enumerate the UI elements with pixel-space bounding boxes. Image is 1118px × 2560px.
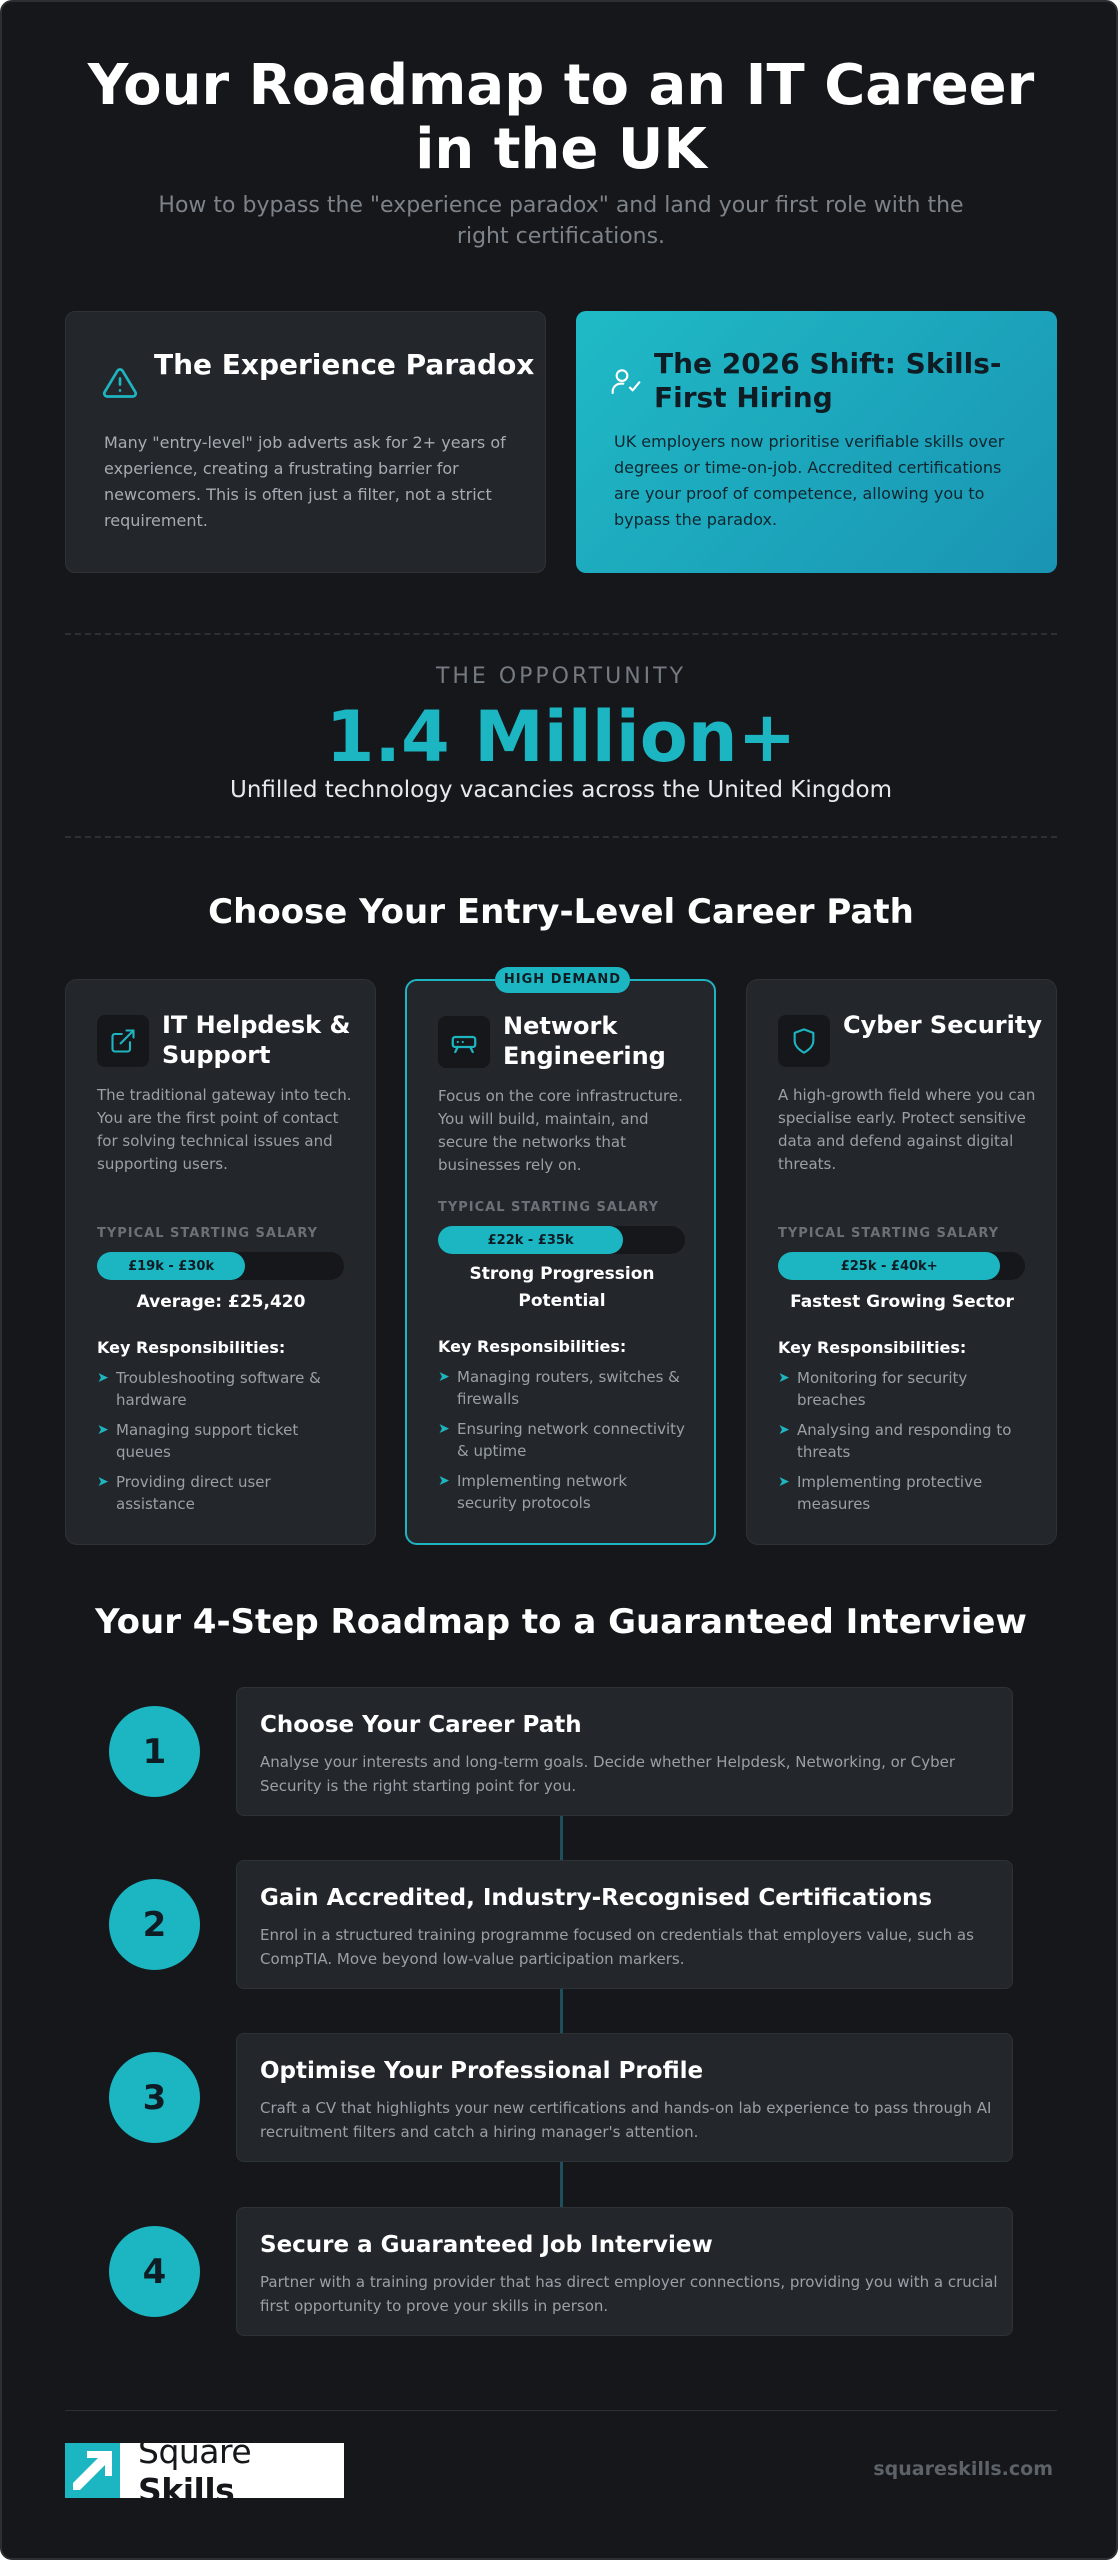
step-card [236,1860,1013,1989]
warning-triangle-icon [102,365,138,401]
path-title: Cyber Security [843,1011,1042,1039]
card-title: The Experience Paradox [154,348,535,381]
path-description: The traditional gateway into tech. You are the first point of contact for solving technical issues and supporting users. [97,1086,352,1173]
roadmap-connector [560,1814,563,1862]
opportunity-description: Unfilled technology vacancies across the United Kingdom [230,777,892,803]
site-link[interactable]: squareskills.com [873,2458,1053,2480]
arrow-icon: ➤ [97,1422,109,1438]
list-item-text: Providing direct user assistance [116,1473,271,1513]
step-card [236,2033,1013,2162]
salary-label: TYPICAL STARTING SALARY [97,1226,319,1241]
step-description: Analyse your interests and long-term goals. Decide whether Helpdesk, Networking, or Cyber Security is the right starting point for you. [260,1753,956,1795]
step-description: Partner with a training provider that has direct employer connections, providing you with a crucial first opportunity to prove your skills in person. [260,2273,998,2315]
salary-note: Strong Progression Potential [469,1264,655,1311]
list-item-text: Implementing network security protocols [457,1472,628,1512]
card-text: UK employers now prioritise verifiable skills over degrees or time-on-job. Accredited certifications are your proof of competence, allowing you to bypass the paradox. [614,432,1005,529]
roadmap-connector [560,2160,563,2208]
divider [65,633,1057,635]
list-item [438,1470,688,1514]
logo-arrow-icon [65,2443,120,2498]
opportunity-label: THE OPPORTUNITY [435,664,687,689]
step-description: Craft a CV that highlights your new certifications and hands-on lab experience to pass through AI recruitment filters and catch a hiring manager's attention. [260,2099,992,2141]
salary-note: Fastest Growing Sector [790,1292,1014,1312]
page-title: Your Roadmap to an IT Career in the UK [87,53,1035,182]
roadmap-title: Your 4-Step Roadmap to a Guaranteed Interview [95,1602,1027,1642]
responsibilities-heading: Key Responsibilities: [778,1338,967,1357]
step-card [236,1687,1013,1816]
arrow-icon: ➤ [97,1370,109,1386]
user-check-icon [610,365,642,397]
logo-text: Square Skills [138,2431,252,2510]
salary-label: TYPICAL STARTING SALARY [778,1226,1000,1241]
roadmap-connector [560,1987,563,2035]
path-icon-box [778,1015,830,1067]
experience-paradox-card [65,311,546,573]
opportunity-value: 1.4 Million+ [325,696,797,778]
step-description: Enrol in a structured training programme focused on credentials that employers value, such as CompTIA. Move beyond low-value participation markers. [260,1926,974,1968]
list-item-text: Managing support ticket queues [116,1421,299,1461]
list-item [778,1419,1028,1463]
salary-label: TYPICAL STARTING SALARY [438,1200,660,1215]
step-card [236,2207,1013,2336]
salary-note: Average: £25,420 [136,1292,306,1312]
page-subtitle: How to bypass the "experience paradox" and land your first role with the right certifications. [158,193,964,249]
card-text: Many "entry-level" job adverts ask for 2+ years of experience, creating a frustrating barrier for newcomers. This is often just a filter, not a strict requirement. [104,433,506,530]
step-title: Secure a Guaranteed Job Interview [260,2232,713,2258]
list-item-text: Managing routers, switches & firewalls [457,1368,680,1408]
list-item-text: Troubleshooting software & hardware [116,1369,321,1409]
arrow-icon: ➤ [438,1421,450,1437]
list-item [438,1418,688,1462]
list-item-text: Analysing and responding to threats [797,1421,1012,1461]
arrow-icon: ➤ [438,1369,450,1385]
salary-bar [778,1252,1025,1280]
salary-range: £19k - £30k [97,1252,245,1280]
step-title: Gain Accredited, Industry-Recognised Certifications [260,1885,933,1911]
path-card-cyber [746,979,1057,1545]
responsibilities-list [778,1367,1028,1523]
paths-section-title: Choose Your Entry-Level Career Path [208,892,914,932]
arrow-icon: ➤ [438,1473,450,1489]
list-item [97,1367,347,1411]
arrow-icon: ➤ [778,1474,790,1490]
list-item [778,1367,1028,1411]
list-item [97,1419,347,1463]
path-description: Focus on the core infrastructure. You will build, maintain, and secure the networks that businesses rely on. [438,1087,683,1174]
responsibilities-list [97,1367,347,1523]
list-item-text: Ensuring network connectivity & uptime [457,1420,685,1460]
salary-range: £25k - £40k+ [778,1252,1000,1280]
arrow-icon: ➤ [97,1474,109,1490]
salary-bar [438,1226,685,1254]
router-icon [449,1027,479,1057]
arrow-icon: ➤ [778,1370,790,1386]
step-number: 2 [109,1879,200,1970]
step-number: 3 [109,2052,200,2143]
salary-bar [97,1252,344,1280]
path-icon-box [438,1016,490,1068]
path-title: IT Helpdesk & Support [162,1011,351,1069]
step-title: Choose Your Career Path [260,1712,582,1738]
shield-icon [790,1027,818,1055]
responsibilities-list [438,1366,688,1522]
path-title: Network Engineering [503,1012,666,1070]
list-item [97,1471,347,1515]
responsibilities-heading: Key Responsibilities: [438,1337,627,1356]
list-item-text: Monitoring for security breaches [797,1369,968,1409]
divider [65,836,1057,838]
list-item-text: Implementing protective measures [797,1473,983,1513]
list-item [778,1471,1028,1515]
footer-divider [65,2410,1057,2411]
path-icon-box [97,1015,149,1067]
path-card-network [405,972,716,1545]
step-title: Optimise Your Professional Profile [260,2058,704,2084]
skills-first-card [576,311,1057,573]
square-skills-logo[interactable] [65,2431,344,2510]
arrow-icon: ➤ [778,1422,790,1438]
salary-range: £22k - £35k [438,1226,623,1254]
high-demand-badge: HIGH DEMAND [495,967,630,993]
responsibilities-heading: Key Responsibilities: [97,1338,286,1357]
external-link-icon [109,1027,137,1055]
list-item [438,1366,688,1410]
path-description: A high-growth field where you can specialise early. Protect sensitive data and defend against digital threats. [778,1086,1036,1173]
step-number: 1 [109,1706,200,1797]
step-number: 4 [109,2226,200,2317]
path-card-helpdesk [65,979,376,1545]
card-title: The 2026 Shift: Skills-First Hiring [654,347,1002,414]
